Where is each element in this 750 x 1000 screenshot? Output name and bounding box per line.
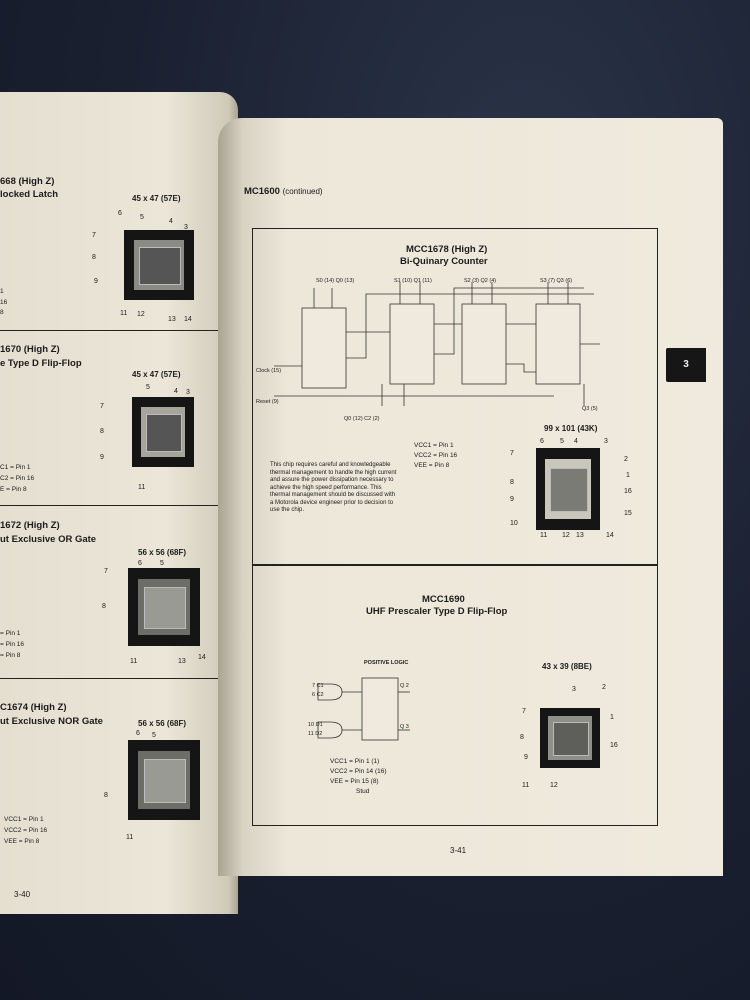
mcc1678-note: This chip requires careful and knowledgeable thermal management to handle the high current and assure the power dissipation necessary to achieve the high speed performance. This thermal management should be discussed with a Motorola device engineer prior to decision to use the chip. — [270, 462, 397, 513]
die-photo-mcc1678 — [536, 448, 600, 530]
pin-label: 8 — [100, 428, 104, 435]
left-s2-vcc: C2 = Pin 16 — [0, 475, 35, 482]
pin-label: 11 — [130, 658, 138, 665]
right-page-number: 3-41 — [450, 846, 467, 855]
section-divider — [0, 505, 220, 506]
pin-label: 3 — [184, 224, 188, 231]
pin-label: 6 — [138, 560, 142, 567]
left-page — [0, 92, 238, 914]
pin-label: 1 — [610, 714, 614, 721]
left-s4-subtitle: ut Exclusive NOR Gate — [0, 716, 103, 727]
left-s1-subtitle: locked Latch — [0, 189, 59, 200]
pin-label: 11 — [522, 782, 530, 789]
pin-label: 3 — [604, 438, 608, 445]
pin-label: 10 — [510, 520, 518, 527]
pin-label: 8 — [520, 734, 524, 741]
pin-label: 13 — [168, 316, 176, 323]
running-header-suffix: (continued) — [282, 187, 323, 196]
mcc1690-title: MCC1690 — [422, 594, 465, 605]
pin-label: 6 — [136, 730, 140, 737]
pin-label: 12 — [137, 311, 145, 318]
left-s1-vcc-fragment: 1 — [0, 288, 4, 295]
pin-label: 8 — [104, 792, 108, 799]
positive-logic-label: POSITIVE LOGIC — [364, 660, 409, 666]
left-s2-vcc: E = Pin 8 — [0, 486, 27, 493]
pin-label: 5 — [152, 732, 156, 739]
section-tab: 3 — [666, 348, 706, 382]
diagram-label: Q3 (5) — [582, 406, 598, 412]
left-s1-title: 668 (High Z) — [0, 176, 55, 187]
mcc1690-pin-label: Q 3 — [400, 724, 409, 730]
pin-label: 7 — [104, 568, 108, 575]
left-s4-title: C1674 (High Z) — [0, 702, 67, 713]
left-s2-subtitle: e Type D Flip-Flop — [0, 358, 82, 369]
die-photo-4 — [128, 740, 200, 820]
pin-label: 8 — [92, 254, 96, 261]
left-s3-dim: 56 x 56 (68F) — [138, 548, 187, 557]
diagram-label: S0 (14) Q0 (13) — [316, 278, 355, 284]
left-s1-vcc-fragment: 16 — [0, 299, 8, 306]
left-s1-dim: 45 x 47 (57E) — [132, 194, 181, 203]
diagram-label: Q0 (12) C2 (2) — [344, 416, 380, 422]
die-photo-1 — [124, 230, 194, 300]
mcc1690-vcc: VCC1 = Pin 1 (1) — [330, 758, 380, 765]
pin-label: 3 — [186, 389, 190, 396]
mcc1690-dim: 43 x 39 (8BE) — [542, 662, 592, 671]
pin-label: 5 — [160, 560, 164, 567]
pin-label: 15 — [624, 510, 632, 517]
diagram-label: Reset (9) — [256, 399, 279, 405]
pin-label: 11 — [120, 310, 128, 317]
pin-label: 7 — [522, 708, 526, 715]
pin-label: 9 — [94, 278, 98, 285]
mcc1690-subtitle: UHF Prescaler Type D Flip-Flop — [366, 606, 508, 617]
pin-label: 7 — [510, 450, 514, 457]
pin-label: 7 — [92, 232, 96, 239]
left-s2-dim: 45 x 47 (57E) — [132, 370, 181, 379]
left-s4-vcc: VEE = Pin 8 — [4, 838, 40, 845]
left-s3-vcc: = Pin 16 — [0, 641, 25, 648]
pin-label: 16 — [610, 742, 618, 749]
pin-label: 7 — [100, 403, 104, 410]
diagram-label: S3 (7) Q3 (6) — [540, 278, 573, 284]
mcc1678-logic-diagram — [254, 268, 654, 428]
pin-label: 14 — [184, 316, 192, 323]
pin-label: 4 — [169, 218, 173, 225]
pin-label: 2 — [602, 684, 606, 691]
section-divider — [0, 330, 220, 331]
mcc1690-pin-label: Q 2 — [400, 683, 409, 689]
pin-label: 6 — [118, 210, 122, 217]
left-s3-title: 1672 (High Z) — [0, 520, 60, 531]
pin-label: 8 — [102, 603, 106, 610]
pin-label: 14 — [198, 654, 206, 661]
diagram-label: S1 (10) Q1 (11) — [394, 278, 432, 284]
left-s4-vcc: VCC1 = Pin 1 — [4, 816, 44, 823]
pin-label: 4 — [574, 438, 578, 445]
left-s3-vcc: = Pin 8 — [0, 652, 21, 659]
pin-label: 11 — [126, 834, 134, 841]
mcc1690-pin-label: 11 D2 — [308, 731, 323, 737]
running-header-part: MC1600 — [244, 186, 280, 197]
pin-label: 5 — [560, 438, 564, 445]
left-s2-vcc: C1 = Pin 1 — [0, 464, 31, 471]
pin-label: 3 — [572, 686, 576, 693]
pin-label: 9 — [510, 496, 514, 503]
pin-label: 6 — [540, 438, 544, 445]
pin-label: 2 — [624, 456, 628, 463]
section-divider — [0, 678, 220, 679]
mcc1690-pin-label: 6 C2 — [312, 692, 324, 698]
pin-label: 9 — [100, 454, 104, 461]
pin-label: 14 — [606, 532, 614, 539]
pin-label: 12 — [562, 532, 570, 539]
left-s1-vcc-fragment: 8 — [0, 309, 4, 316]
mcc1678-vcc: VCC2 = Pin 16 — [414, 452, 458, 459]
mcc1678-dim: 99 x 101 (43K) — [544, 424, 598, 433]
pin-label: 11 — [540, 532, 548, 539]
left-s3-subtitle: ut Exclusive OR Gate — [0, 534, 97, 545]
pin-label: 9 — [524, 754, 528, 761]
pin-label: 13 — [178, 658, 186, 665]
mcc1690-vcc: Stud — [356, 788, 370, 795]
pin-label: 5 — [146, 384, 150, 391]
pin-label: 12 — [550, 782, 558, 789]
left-s4-vcc: VCC2 = Pin 16 — [4, 827, 48, 834]
pin-label: 4 — [174, 388, 178, 395]
mcc1690-vcc: VEE = Pin 15 (8) — [330, 778, 379, 785]
mcc1678-subtitle: Bi-Quinary Counter — [400, 256, 488, 267]
mcc1678-vcc: VEE = Pin 8 — [414, 462, 450, 469]
diagram-label: S2 (3) Q2 (4) — [464, 278, 497, 284]
running-header — [244, 186, 323, 197]
pin-label: 13 — [576, 532, 584, 539]
mcc1678-title: MCC1678 (High Z) — [406, 244, 488, 255]
left-page-number: 3-40 — [14, 890, 31, 899]
die-photo-3 — [128, 568, 200, 646]
pin-label: 16 — [624, 488, 632, 495]
left-s2-title: 1670 (High Z) — [0, 344, 60, 355]
pin-label: 11 — [138, 484, 146, 491]
left-s3-vcc: = Pin 1 — [0, 630, 21, 637]
mcc1690-pin-label: 10 D1 — [308, 722, 323, 728]
left-s4-dim: 56 x 56 (68F) — [138, 719, 187, 728]
diagram-label: Clock (15) — [256, 368, 282, 374]
mcc1690-vcc: VCC2 = Pin 14 (16) — [330, 768, 387, 775]
right-page — [218, 118, 723, 876]
pin-label: 5 — [140, 214, 144, 221]
pin-label: 8 — [510, 479, 514, 486]
mcc1690-pin-label: 7 C1 — [312, 683, 324, 689]
die-photo-2 — [132, 397, 194, 467]
pin-label: 1 — [626, 472, 630, 479]
mcc1678-vcc: VCC1 = Pin 1 — [414, 442, 454, 449]
die-photo-mcc1690 — [540, 708, 600, 768]
